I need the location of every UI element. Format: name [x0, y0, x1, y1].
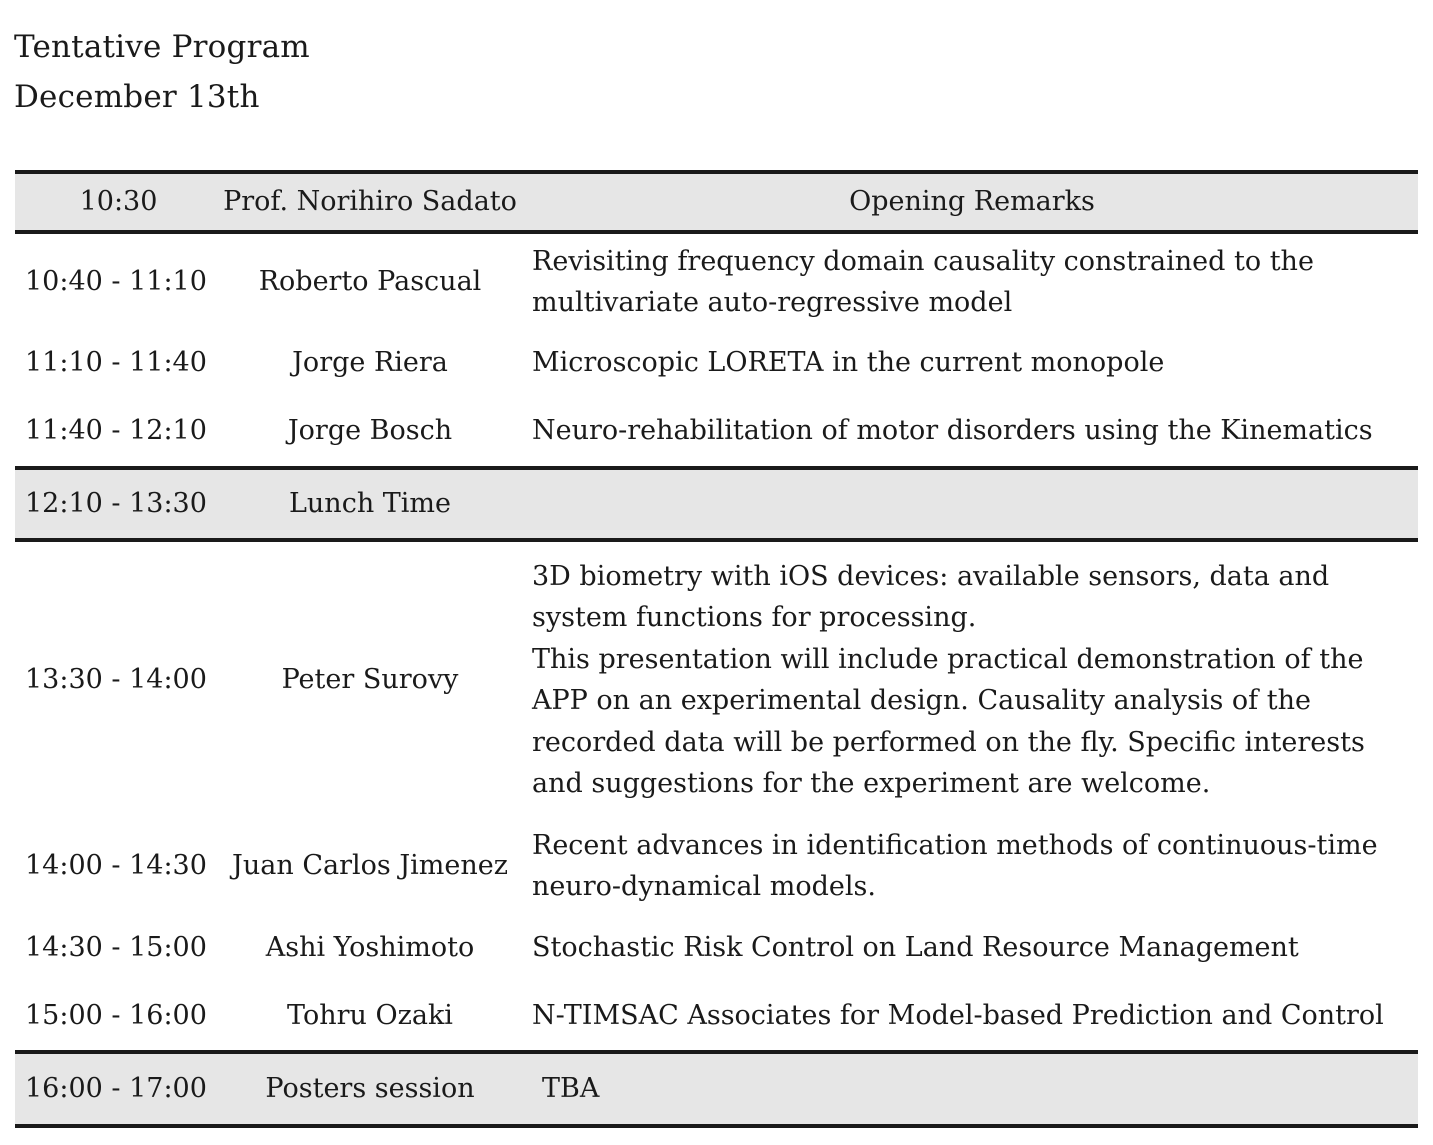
heading-title: Tentative Program — [14, 29, 310, 65]
table-row — [15, 540, 1418, 818]
heading-date: December 13th — [14, 79, 260, 115]
table-row — [15, 396, 1418, 468]
session-speaker: Posters session — [212, 1052, 528, 1126]
session-time: 12:10 - 13:30 — [15, 468, 212, 540]
session-title: TBA — [528, 1052, 1418, 1126]
table-row-posters — [15, 1052, 1418, 1126]
session-description: This presentation will include practical demonstration of the APP on an experimental design. Causality analysis of the recorded data will be performed on the fly. Specific interests and suggestions for the experiment are welcome. — [532, 643, 1365, 799]
session-speaker: Lunch Time — [212, 468, 528, 540]
session-time: 11:10 - 11:40 — [25, 347, 207, 379]
session-title: 3D biometry with iOS devices: available sensors, data and system functions for processing. — [532, 560, 1330, 633]
session-title: Stochastic Risk Control on Land Resource Management — [532, 932, 1299, 964]
session-speaker: Roberto Pascual — [258, 266, 482, 298]
session-speaker: Juan Carlos Jimenez — [232, 850, 508, 882]
session-time: 14:00 - 14:30 — [25, 850, 207, 882]
table-row — [15, 914, 1418, 982]
session-title: N-TIMSAC Associates for Model-based Prediction and Control — [532, 1000, 1384, 1032]
session-speaker: Prof. Norihiro Sadato — [212, 172, 528, 232]
session-title — [528, 468, 1418, 540]
session-speaker: Jorge Bosch — [287, 415, 453, 447]
session-title: Opening Remarks — [528, 172, 1418, 232]
table-row — [15, 232, 1418, 330]
session-time: 14:30 - 15:00 — [25, 932, 207, 964]
session-time: 11:40 - 12:10 — [25, 415, 207, 447]
session-title: Microscopic LORETA in the current monopole — [532, 347, 1165, 379]
session-speaker: Jorge Riera — [292, 347, 448, 379]
session-time: 10:30 — [15, 172, 212, 232]
table-row — [15, 982, 1418, 1052]
program-heading — [14, 22, 310, 122]
session-title: Neuro-rehabilitation of motor disorders using the Kinematics — [532, 415, 1373, 447]
session-title: Revisiting frequency domain causality constrained to the multivariate auto-regressive model — [532, 245, 1314, 318]
session-title: Recent advances in identification methods of continuous-time neuro-dynamical models. — [532, 829, 1378, 902]
session-time: 15:00 - 16:00 — [25, 1000, 207, 1032]
session-speaker: Peter Surovy — [281, 664, 459, 696]
table-row-lunch — [15, 468, 1418, 540]
table-row — [15, 818, 1418, 914]
table-row — [15, 330, 1418, 396]
session-speaker: Ashi Yoshimoto — [265, 932, 475, 964]
table-row-opening — [15, 172, 1418, 232]
session-speaker: Tohru Ozaki — [287, 1000, 453, 1032]
session-time: 16:00 - 17:00 — [15, 1052, 212, 1126]
session-time: 10:40 - 11:10 — [25, 266, 207, 298]
program-table — [15, 170, 1418, 1128]
session-title-cell — [528, 540, 1418, 818]
session-time: 13:30 - 14:00 — [25, 664, 207, 696]
